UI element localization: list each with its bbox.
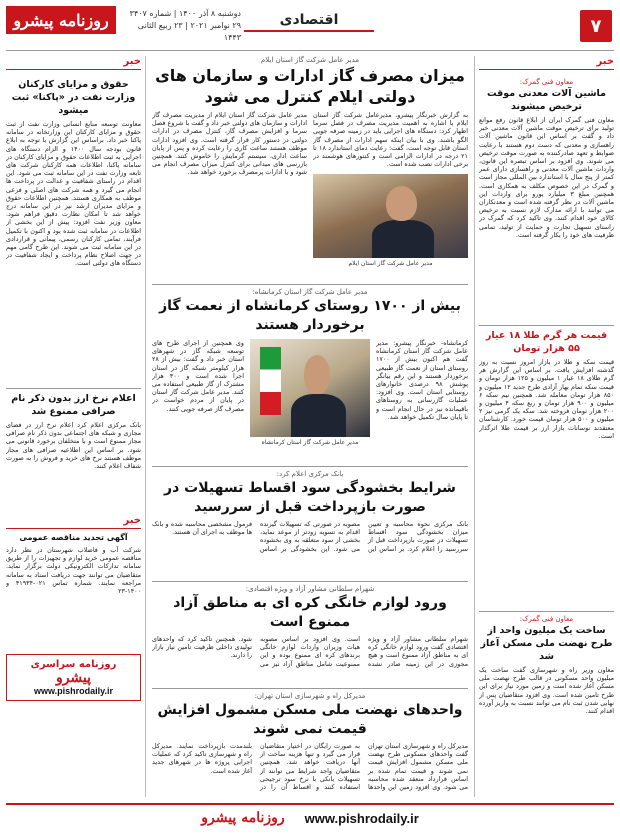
photo-figure [291,394,346,437]
article-title: حقوق و مزایای کارکنان وزارت نفت در «پاکنا» ثبت میشود [11,79,136,116]
free-story-body: شهرام سلطانی مشاور آزاد و ویژه اقتصادی گفت ورود لوازم خانگی کره ای به مناطق آزاد ممنوع است و هیچ مجوزی در این زمینه صادر نشده است. وی افزود بر اساس مصوبه هیات وزیران واردات لوازم خانگی برندهای کره ای ممنوع بوده و این ممنوعیت شامل مناطق آزاد نیز می شود. همچنین تاکید کرد که واحدهای تولیدی داخلی ظرفیت تامین نیاز بازار را دارند. [152,635,468,668]
mid-story-kicker: مدیر عامل شرکت گاز استان کرمانشاه: [252,288,368,296]
photo-figure [372,220,434,258]
free-story-title: ورود لوازم خانگی کره ای به مناطق آزاد ممنوع است [173,595,447,630]
mid-story-photo [250,339,370,437]
photo-face [304,355,330,394]
header-divider [6,50,614,51]
flag-icon [260,347,282,416]
article-kicker: معاون فنی گمرک: [519,78,574,86]
top-story-photo [313,174,468,258]
divider [479,325,614,326]
left-column [6,56,146,797]
article-title: قیمت هر گرم طلا ۱۸ عیار ۵۵ هزار تومان [485,330,608,354]
page-number: ۷ [580,10,612,42]
section-title: اقتصادی [244,12,374,32]
article-title: اعلام نرخ ارز بدون ذکر نام صرافی ممنوع شد [11,393,136,417]
divider [152,284,468,285]
housing-story-body: مدیرکل راه و شهرسازی استان تهران گفت واحدهای مسکونی طرح نهضت ملی مسکن مشمول افزایش قیمت نمی شوند و قیمت تمام شده بر اساس قرارداد منعقد شده محاسبه می شود. وی افزود زمین این واحدها به صورت رایگان در اختیار متقاضیان قرار می گیرد و تنها هزینه ساخت از آنها دریافت خواهد شد. همچنین متقاضیان واجد شرایط می توانند از تسهیلات بانکی با نرخ سود ترجیحی استفاده کنند و اقساط آن را در بلندمدت بازپرداخت نمایند. مدیرکل راه و شهرسازی تاکید کرد که عملیات اجرایی پروژه ها در شهرهای جدید آغاز شده است. [152,742,468,792]
bank-story-title: شرایط بخشودگی سود اقساط تسهیلات در صورت بازپرداخت قبل از سررسید [164,480,456,515]
top-story-right [313,111,468,281]
article-body: معاون وزیر راه و شهرسازی گفت ساخت یک میلیون واحد مسکونی در قالب طرح نهضت ملی مسکن آغاز شده است و زمین مورد نیاز برای این طرح تامین شده است. وی افزود متقاضیان پس از نهایی شدن ثبت نام می توانند نسبت به واریز آورده اقدام کنند. [479,666,614,716]
article-body: معاون فنی گمرک ایران از ابلاغ قانون رفع موانع تولید برای ترخیص موقت ماشین آلات معدنی خبر داد و گفت بر اساس این قانون ماشین آلات راهسازی و معدنی که دست دوم هستند با رعایت ضوابط و تعهد صادرکننده به صورت موقت ترخیص می شوند. وی افزود بر اساس تبصره این قانون، واردات ماشین آلات معدنی و راهسازی دارای عمر کمتر از پنج سال با استاندارد بین المللی مجاز است و گمرک در این خصوص مکلف به همکاری است. همچنین مبلغ ۳ میلیارد یورو برای واردات این ماشین آلات در نظر گرفته شده است و معدنکاران می توانند با ارائه مدارک لازم نسبت به ترخیص کالای خود اقدام کنند. وی تاکید کرد که گمرک در راستای تسهیل تجارت و حمایت از تولید، تمامی ظرفیت های خود را بکار گرفته است. [479,116,614,239]
page-header [6,6,614,50]
divider [152,581,468,582]
divider [152,466,468,467]
article-title: آگهی تجدید مناقصه عمومی [19,533,128,542]
page-footer [6,803,614,831]
top-story-body: به گزارش خبرنگار پیشرو، مدیرعامل شرکت گاز استان ایلام با اشاره به اهمیت مدیریت مصرف در فصل سرما اظهار کرد: دستگاه های اجرایی باید در زمینه صرفه جویی الگو باشند. وی با بیان اینکه سهم ادارات از مصرف گاز استان قابل توجه است، گفت: رعایت دمای استاندارد ۱۸ تا ۲۱ درجه در ادارات الزامی است و کنتورهای هوشمند در برخی ادارات نصب شده است. [313,111,468,169]
divider [6,388,141,389]
footer-name: روزنامه پیشرو [201,810,285,826]
news-label-right: خبر [479,56,614,70]
article-title: ساخت یک میلیون واحد از طرح نهضت ملی مسکن آغاز شد [480,625,613,662]
issue-info [121,8,241,44]
newspaper-ad-box [6,654,141,701]
mid-story-body: کرمانشاه- خبرنگار پیشرو: مدیر عامل شرکت گاز استان کرمانشاه گفت هم اکنون بیش از ۱۷۰۰ روستای استان از نعمت گاز طبیعی برخوردار هستند و این رقم بیانگر پوشش ۹۸ درصدی خانوارهای روستایی استان است. وی افزود: عملیات گازرسانی به روستاهای باقیمانده نیز در حال انجام است و تا پایان سال تکمیل خواهد شد. [376,339,468,421]
ad-url[interactable]: www.pishrodaily.ir [33,686,113,696]
top-story-kicker: مدیر عامل شرکت گاز استان ایلام [260,56,360,64]
issue-date-line: دوشنبه ۸ آذر ۱۴۰۰ | شماره ۳۴۰۷ [129,9,241,18]
housing-story-title: واحدهای نهضت ملی مسکن مشمول افزایش قیمت نمی شوند [157,702,463,737]
mid-story-photo-wrap [250,339,370,463]
right-column [474,56,614,797]
divider [479,611,614,612]
mid-story-body-left: وی همچنین از اجرای طرح های توسعه شبکه گاز در شهرهای استان خبر داد و گفت: بیش از ۲۸ هزار کیلومتر شبکه گاز در استان اجرا شده است و ۴۰۰ هزار مشترک از گاز طبیعی استفاده می کنند. مدیر عامل شرکت گاز استان در پایان از مردم خواست در مصرف گاز صرفه جویی کنند. [152,339,244,413]
article-title: ماشین آلات معدنی موقت ترخیص میشوند [486,88,607,112]
article-kicker: معاون فنی گمرک: [519,615,574,623]
newspaper-logo: روزنامه پیشرو [6,6,116,34]
free-story-kicker: شهرام سلطانی مشاور آزاد و ویژه اقتصادی: [245,585,375,593]
bank-story-body: بانک مرکزی نحوه محاسبه و تعیین میزان بخشودگی سود اقساط تسهیلات در صورت بازپرداخت قبل از سررسید را اعلام کرد. بر اساس این مصوبه در صورتی که تسهیلات گیرنده اقدام به تسویه زودتر از موعد نماید، بخشی از سود متعلقه به وی بخشوده می شود. این بخشودگی بر اساس فرمول مشخصی محاسبه شده و بانک ها موظف به اجرای آن هستند. [152,520,468,553]
ad-title: روزنامه سراسری [30,659,117,670]
issue-date-line-2: ۲۹ نوامبر ۲۰۲۱ | ۲۳ ربیع الثانی ۱۴۴۳ [137,21,241,42]
photo-caption: مدیر عامل شرکت گاز استان کرمانشاه [261,439,359,446]
article-body: قیمت سکه و طلا در بازار امروز نسبت به روز گذشته افزایش یافت. بر اساس این گزارش هر گرم طلای ۱۸ عیار ۱ میلیون و ۱۲۵ هزار تومان و قیمت سکه تمام بهار آزادی طرح جدید ۱۲ میلیون و ۸۵۰ هزار تومان معامله شد. همچنین نیم سکه ۶ میلیون و ۹۰۰ هزار تومان و ربع سکه ۴ میلیون و ۲۰۰ هزار تومان فروخته شد. سکه یک گرمی نیز ۲ میلیون و ۵۰۰ هزار تومان قیمت خورد. کارشناسان معتقدند نوسانات بازار ارز بر قیمت طلا اثرگذار است. [479,358,614,440]
bank-story-kicker: بانک مرکزی اعلام کرد: [276,470,344,478]
photo-caption: مدیر عامل شرکت گاز استان ایلام [348,260,433,267]
main-area [152,56,468,797]
divider [152,688,468,689]
ad-name: پیشرو [55,670,92,686]
photo-face [386,186,417,221]
news-label-left: خبر [6,56,141,70]
housing-story-kicker: مدیرکل راه و شهرسازی استان تهران: [254,692,366,700]
top-story-body-left: مدیر عامل شرکت گاز استان ایلام از مدیریت مصرف گاز ادارات و سازمان های دولتی خبر داد و گفت با شروع فصل سرما و افزایش مصرف گاز، کنترل مصرف در ادارات دولتی در دستور کار قرار گرفته است. وی افزود ادارات موظف هستند ساعت کاری را رعایت کرده و پس از پایان ساعت اداری، سیستم گرمایش را خاموش کنند. همچنین بازرسی های میدانی برای کنترل میزان مصرف انجام می شود و با ادارات پرمصرف برخورد خواهد شد. [152,111,307,177]
mid-story-title: بیش از ۱۷۰۰ روستای کرمانشاه از نعمت گاز برخوردار هستند [159,298,461,333]
article-body: شرکت آب و فاضلاب شهرستان در نظر دارد مناقصه عمومی خرید لوازم و تجهیزات را از طریق سامانه تدارکات الکترونیکی دولت برگزار نماید. متقاضیان می توانند جهت دریافت اسناد به سامانه مراجعه نمایند. شماره تماس ۰۲۱-۴۱۹۳۴ و ۱۴۰۰-۲۳ [6,546,141,596]
article-body: بانک مرکزی اعلام کرد اعلام نرخ ارز در فضای مجازی و شبکه های اجتماعی بدون ذکر نام صرافی مجاز ممنوع است و با متخلفان برخورد قانونی می شود. بر اساس این اطلاعیه صرافی های مجاز موظف هستند نرخ های خرید و فروش را به صورت شفاف اعلام کنند. [6,421,141,471]
top-story-content [152,111,468,281]
article-body: معاونت توسعه منابع انسانی وزارت نفت از ثبت حقوق و مزایای کارکنان این وزارتخانه در سامانه پاکنا خبر داد. براساس این گزارش با توجه به ابلاغ قانون بودجه سال ۱۴۰۰ و الزام دستگاه های اجرایی به ثبت اطلاعات حقوق و مزایای کارکنان در سامانه پاکنا، اطلاعات همه کارکنان شرکت های تابعه وزارت نفت در این سامانه ثبت می شود. این اقدام در راستای شفافیت و عدالت در پرداخت ها انجام می گیرد و همه شرکت های اصلی و فرعی موظف به همکاری هستند. همچنین اطلاعات حقوق و مزایای مدیران ارشد نیز در این سامانه درج خواهد شد تا امکان نظارت دقیق فراهم شود. معاون وزیر نفت افزود: پیش از این بخشی از اطلاعات در سامانه ثبت شده بود و اکنون با تکمیل فرآیند، تمامی کارکنان رسمی، پیمانی و قراردادی در این سامانه ثبت می شوند. این طرح گامی مهم در جهت اصلاح نظام پرداخت و ایجاد شفافیت در دستگاه های دولتی است. [6,120,141,268]
top-story-title: میزان مصرف گاز ادارات و سازمان های دولتی ایلام کنترل می شود [155,66,465,106]
news-label-left-2: خبر [6,515,141,529]
mid-story-content [152,339,468,463]
footer-url[interactable]: www.pishrodaily.ir [304,810,419,826]
